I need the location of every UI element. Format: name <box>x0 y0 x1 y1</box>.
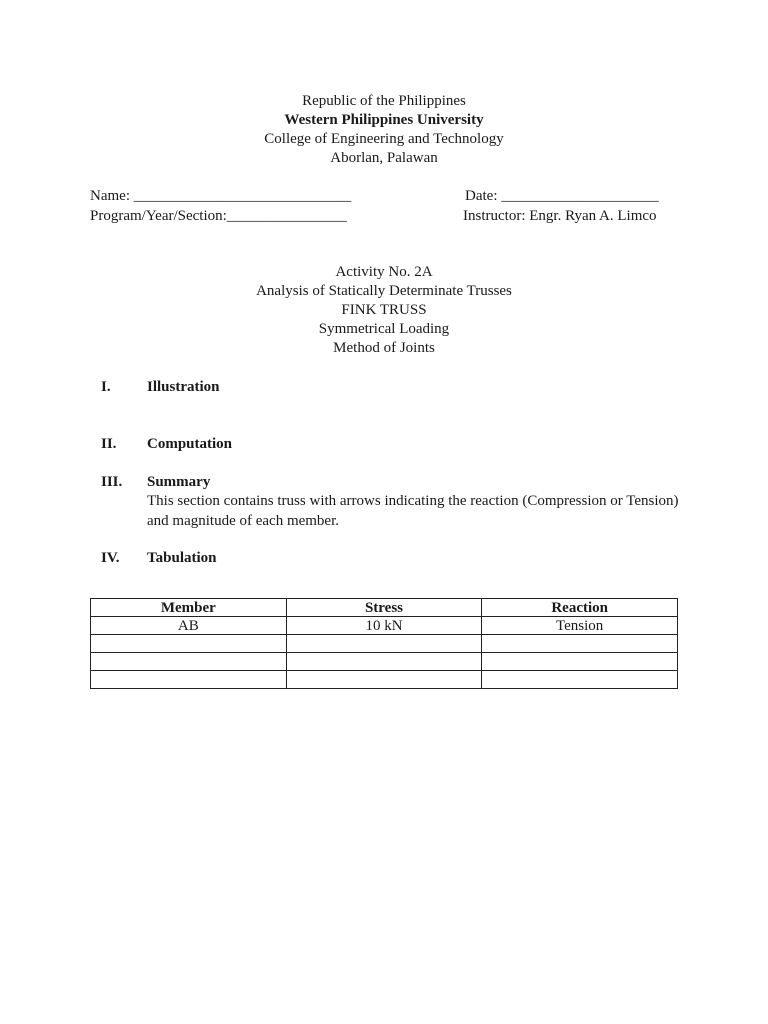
activity-title: Analysis of Statically Determinate Trusses <box>256 283 512 299</box>
table-cell <box>91 635 287 653</box>
section-number: III. <box>101 474 123 490</box>
truss-type: FINK TRUSS <box>341 302 427 318</box>
activity-heading <box>0 263 768 358</box>
table-cell <box>482 671 678 689</box>
column-header-stress: Stress <box>286 599 482 617</box>
section-computation <box>101 435 232 454</box>
college-name: College of Engineering and Technology <box>264 131 504 147</box>
table-cell: AB <box>91 617 287 635</box>
summary-paragraph: This section contains truss with arrows indicating the reaction (Compression or Tension) and magnitude of each member. <box>147 493 679 529</box>
program-field: Program/Year/Section:________________ <box>90 208 347 224</box>
name-field: Name: _____________________________ <box>90 188 352 204</box>
table-cell <box>286 635 482 653</box>
table-cell: 10 kN <box>286 617 482 635</box>
analysis-method: Method of Joints <box>333 340 435 356</box>
table-cell: Tension <box>482 617 678 635</box>
section-number: IV. <box>101 550 120 566</box>
section-title: Illustration <box>147 379 220 395</box>
table-cell <box>91 653 287 671</box>
column-header-member: Member <box>91 599 287 617</box>
table-cell <box>482 653 678 671</box>
section-tabulation <box>101 549 217 568</box>
section-number: I. <box>101 379 111 395</box>
section-title: Computation <box>147 436 233 452</box>
table-header-row <box>91 599 678 617</box>
campus-location: Aborlan, Palawan <box>330 150 438 166</box>
tabulation-table <box>90 598 678 689</box>
date-field: Date: _____________________ <box>465 188 659 204</box>
table-cell <box>482 635 678 653</box>
column-header-reaction: Reaction <box>482 599 678 617</box>
table-row <box>91 617 678 635</box>
country-line: Republic of the Philippines <box>302 93 466 109</box>
section-illustration <box>101 378 220 397</box>
table-row <box>91 671 678 689</box>
activity-number: Activity No. 2A <box>335 264 433 280</box>
section-number: II. <box>101 436 117 452</box>
university-name: Western Philippines University <box>284 112 484 128</box>
section-title: Tabulation <box>147 550 217 566</box>
table-row <box>91 653 678 671</box>
document-header <box>0 92 768 168</box>
table-cell <box>286 653 482 671</box>
table-row <box>91 635 678 653</box>
section-summary <box>101 473 210 492</box>
instructor-field: Instructor: Engr. Ryan A. Limco <box>463 208 657 224</box>
table-cell <box>286 671 482 689</box>
table-cell <box>91 671 287 689</box>
loading-type: Symmetrical Loading <box>318 321 450 337</box>
section-title: Summary <box>147 474 211 490</box>
